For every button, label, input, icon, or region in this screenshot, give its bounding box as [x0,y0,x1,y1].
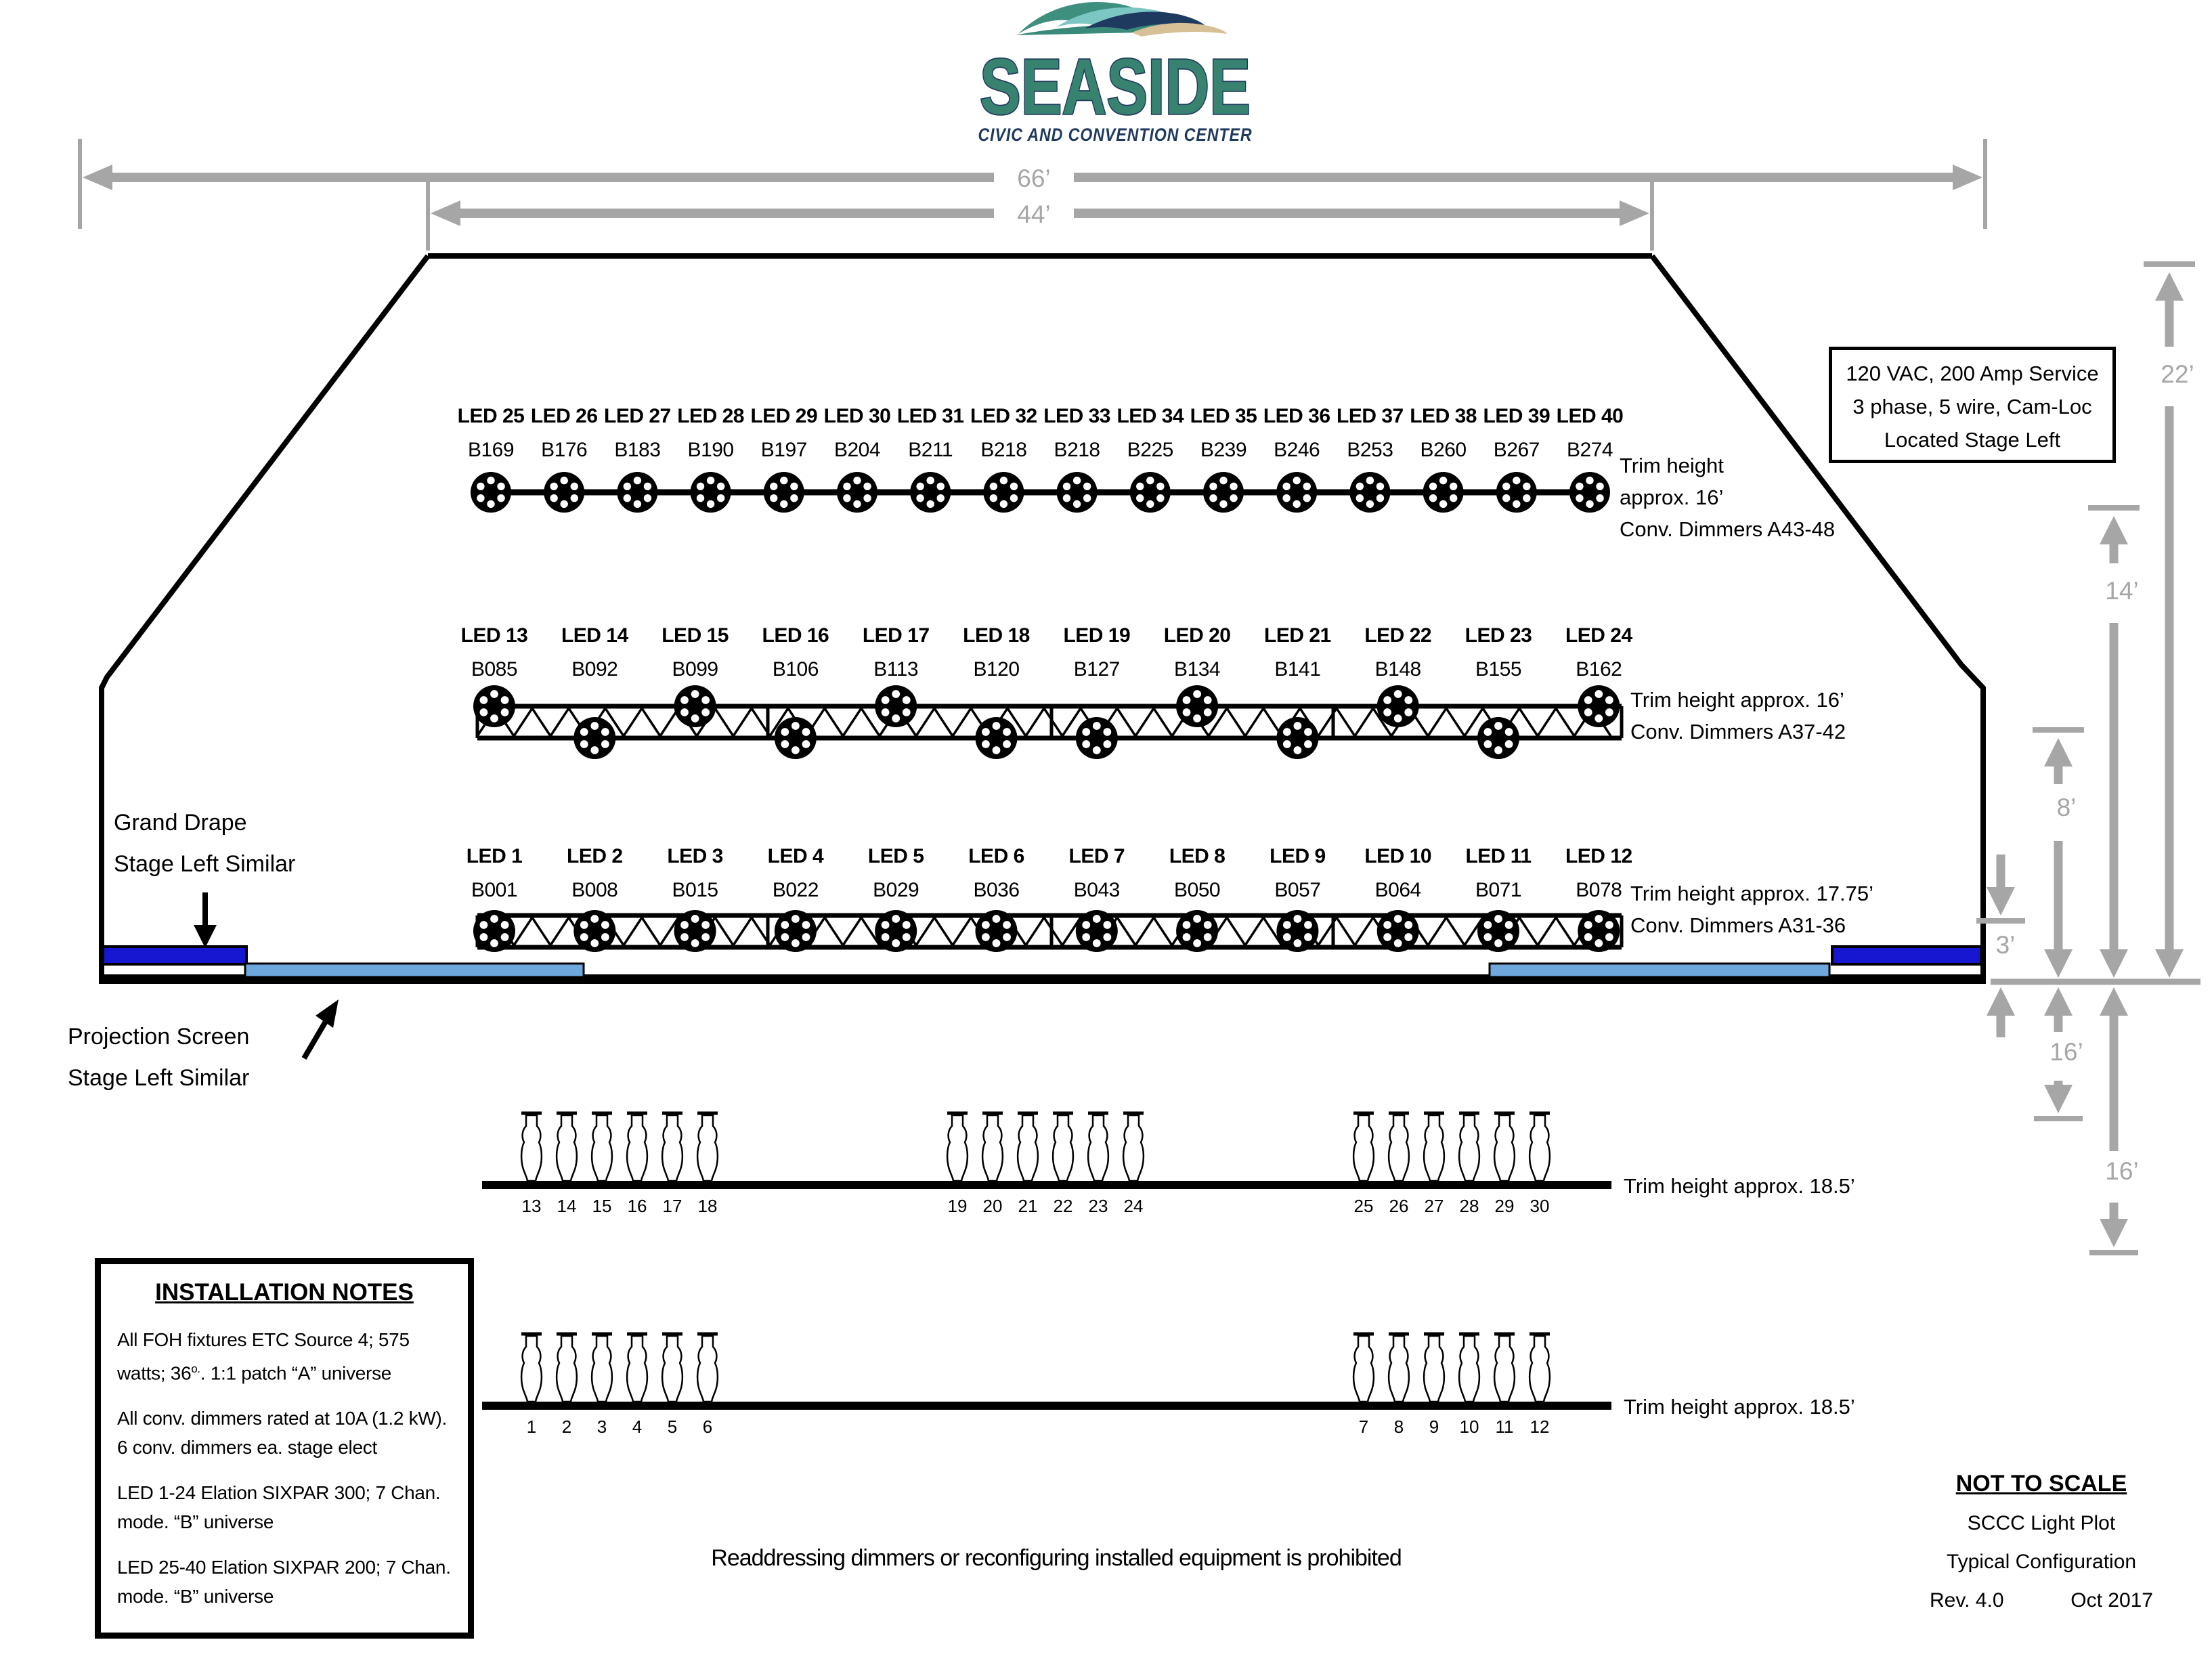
led-channel-label: LED 40 [1556,405,1624,427]
foh-unit-number: 24 [1123,1196,1144,1216]
led-fixture-led-29 [764,472,804,513]
led-address-label: B071 [1475,879,1522,901]
led-channel-label: LED 8 [1169,845,1226,867]
foh-unit-number: 23 [1088,1196,1108,1216]
led-address-label: B246 [1274,439,1320,461]
grand-drape-label-2: Stage Left Similar [114,851,296,877]
trim-note-foh1: Trim height approx. 18.5’ [1624,1174,1855,1198]
foh-fixture-27 [1424,1113,1444,1181]
led-fixture-led-6 [976,910,1018,952]
foh-fixture-15 [592,1113,612,1181]
led-address-label: B029 [873,879,919,901]
led-fixture-led-11 [1477,910,1519,952]
foh-fixture-22 [1053,1113,1073,1181]
foh-unit-number: 14 [557,1196,577,1216]
service-line-2: 3 phase, 5 wire, Cam-Loc [1852,395,2092,418]
foh-fixture-29 [1494,1113,1515,1181]
note-1-sup: o. [191,1362,200,1375]
foh-fixture-11 [1494,1334,1515,1402]
foh-fixture-4 [627,1334,647,1402]
electrics-graphics [471,472,1622,952]
dim-14ft: 14’ [2105,577,2139,605]
led-channel-label: LED 21 [1264,624,1331,647]
led-channel-label: LED 11 [1465,845,1532,867]
led-address-label: B057 [1274,879,1321,901]
led-address-label: B225 [1127,439,1173,461]
foh-fixture-13 [521,1113,542,1181]
led-fixture-led-38 [1423,472,1464,513]
led-address-label: B099 [672,658,718,681]
foh-unit-number: 19 [947,1196,968,1216]
grand-drape-arrow [194,892,217,948]
foh-unit-number: 29 [1494,1196,1515,1216]
led-fixture-led-33 [1057,472,1098,513]
foh-fixture-24 [1123,1113,1144,1181]
led-channel-label: LED 39 [1483,405,1550,427]
foh-unit-number: 25 [1353,1196,1374,1216]
led-address-label: B197 [760,439,807,461]
led-address-label: B085 [471,658,518,681]
led-channel-label: LED 31 [896,405,964,427]
trim-note-upstage [1620,450,1835,545]
foh-fixture-14 [557,1113,577,1181]
led-fixture-led-28 [691,472,731,513]
foh-fixture-23 [1088,1113,1108,1181]
led-address-label: B218 [980,439,1027,461]
foh-unit-number: 6 [702,1417,713,1437]
led-address-label: B134 [1174,658,1221,681]
trim-note-mid [1630,684,1846,748]
led-channel-label: LED 37 [1337,405,1404,427]
foh-unit-number: 1 [526,1417,537,1437]
led-channel-label: LED 10 [1364,845,1432,867]
foh-fixture-2 [557,1334,577,1402]
led-channel-label: LED 23 [1465,624,1532,647]
led-address-label: B204 [833,439,881,461]
led-fixture-led-30 [837,472,877,513]
led-channel-label: LED 17 [862,624,930,647]
foh-unit-number: 26 [1389,1196,1409,1216]
led-fixture-led-8 [1176,910,1218,952]
trim-note-line: approx. 16’ [1620,485,1724,509]
led-address-label: B253 [1347,439,1393,461]
led-address-label: B169 [467,439,515,461]
led-address-label: B092 [571,658,618,681]
trim-note-line: Trim height approx. 16’ [1630,688,1844,712]
installation-note-4: LED 25-40 Elation SIXPAR 200; 7 Chan. mode. “B” universe [117,1557,451,1607]
led-channel-label: LED 13 [460,624,528,647]
projection-screen-bar-left [245,964,584,977]
led-fixture-led-32 [983,472,1024,513]
logo-wave-icon [1016,2,1227,37]
trim-note-line: Trim height [1620,454,1724,477]
led-channel-label: LED 29 [750,405,818,427]
led-fixture-led-18 [976,717,1018,759]
trim-note-line: Conv. Dimmers A37-42 [1630,720,1846,743]
led-fixture-led-36 [1276,472,1317,513]
foh-unit-number: 7 [1358,1417,1369,1437]
foh-fixture-30 [1530,1113,1550,1181]
led-channel-label: LED 20 [1163,624,1231,647]
led-fixture-led-1 [473,910,515,952]
led-fixture-led-20 [1176,685,1218,727]
foh-fixture-1 [521,1334,542,1402]
foh-unit-number: 10 [1459,1417,1479,1437]
led-fixture-led-27 [617,472,657,513]
led-channel-label: LED 6 [968,845,1024,867]
led-address-label: B120 [973,658,1020,681]
led-channel-label: LED 7 [1068,845,1125,867]
installation-notes-title: INSTALLATION NOTES [155,1279,414,1305]
led-channel-label: LED 32 [970,405,1037,427]
led-channel-label: LED 27 [604,405,671,427]
led-channel-label: LED 9 [1270,845,1326,867]
led-channel-label: LED 5 [867,845,924,867]
led-channel-label: LED 19 [1063,624,1131,647]
dimension-graphics [80,139,2200,1253]
stage-outline [99,256,1986,979]
foh-unit-number: 30 [1530,1196,1550,1216]
foh-unit-number: 28 [1459,1196,1479,1216]
dim-22ft: 22’ [2161,360,2194,388]
led-fixture-led-22 [1377,685,1419,727]
trim-note-line: Trim height approx. 17.75’ [1630,882,1873,905]
led-address-label: B064 [1374,879,1421,901]
foh-unit-number: 21 [1018,1196,1038,1216]
led-channel-label: LED 25 [457,405,525,427]
led-address-label: B050 [1174,879,1221,901]
led-fixture-led-9 [1276,910,1318,952]
led-channel-label: LED 36 [1263,405,1330,427]
led-channel-label: LED 24 [1565,624,1632,647]
led-fixture-led-13 [473,685,515,727]
led-fixture-led-15 [674,685,716,727]
led-address-label: B260 [1420,439,1467,461]
led-fixture-led-34 [1130,472,1171,513]
trim-note-line: Conv. Dimmers A31-36 [1630,913,1846,937]
led-channel-label: LED 22 [1364,624,1432,647]
led-fixture-led-24 [1578,685,1620,727]
led-address-label: B106 [772,658,819,681]
foh-unit-number: 18 [697,1196,718,1216]
led-channel-label: LED 3 [667,845,723,867]
led-fixture-led-14 [573,717,615,759]
led-fixture-led-37 [1349,472,1390,513]
configuration-label: Typical Configuration [1946,1551,2137,1573]
projection-screen-bar-right [1490,964,1829,977]
foh-unit-number: 5 [667,1417,678,1437]
foh-unit-number: 2 [561,1417,572,1437]
led-channel-label: LED 15 [662,624,729,647]
led-address-label: B218 [1054,439,1100,461]
foh-unit-number: 16 [627,1196,647,1216]
logo-title: SEASIDE [980,43,1251,131]
led-address-label: B015 [672,879,718,901]
led-address-label: B183 [614,439,661,461]
led-channel-label: LED 12 [1565,845,1632,867]
led-channel-label: LED 16 [762,624,829,647]
power-service-box [1829,347,2116,463]
led-fixture-led-19 [1076,717,1118,759]
led-channel-label: LED 26 [530,405,598,427]
led-fixture-led-2 [573,910,615,952]
led-address-label: B022 [772,879,819,901]
revision-date: Oct 2017 [2070,1589,2153,1612]
led-fixture-led-16 [775,717,817,759]
dim-66ft: 66’ [1017,165,1051,192]
foh-unit-number: 12 [1530,1417,1550,1437]
foh-fixture-12 [1530,1334,1550,1402]
foh-fixture-18 [697,1113,718,1181]
grand-drape-label-1: Grand Drape [114,810,247,836]
dim-16ft-foh2: 16’ [2105,1157,2139,1185]
led-fixture-led-25 [471,472,511,513]
led-address-label: B078 [1576,879,1622,901]
led-address-label: B211 [908,439,953,461]
led-fixture-led-21 [1276,717,1318,759]
foh-unit-number: 4 [632,1417,643,1437]
installation-note-3: LED 1-24 Elation SIXPAR 300; 7 Chan. mode. “B” universe [117,1482,441,1533]
foh-fixture-19 [947,1113,968,1181]
led-channel-label: LED 28 [677,405,744,427]
truss-mid-electric [477,706,1622,738]
led-address-label: B113 [873,658,919,681]
dim-8ft: 8’ [2056,794,2077,821]
revision-row [1930,1589,2153,1612]
foh-fixture-26 [1389,1113,1409,1181]
dim-16ft-foh1: 16’ [2050,1038,2083,1066]
trim-note-downstage [1630,878,1873,941]
foh-unit-number: 13 [521,1196,542,1216]
led-address-label: B176 [541,439,588,461]
installation-note-2: All conv. dimmers rated at 10A (1.2 kW). 6 conv. dimmers ea. stage elect [117,1408,447,1459]
led-address-label: B239 [1200,439,1247,461]
led-channel-label: LED 4 [767,845,824,867]
grand-drape-bar-left [103,947,246,964]
foh-unit-number: 15 [592,1196,612,1216]
service-line-1: 120 VAC, 200 Amp Service [1846,362,2099,385]
trim-note-line: Conv. Dimmers A43-48 [1620,517,1836,541]
led-fixture-led-12 [1578,910,1620,952]
foh-graphics [482,1113,1611,1406]
revision-number: Rev. 4.0 [1930,1589,2004,1612]
led-address-label: B008 [571,879,618,901]
foh-fixture-16 [627,1113,647,1181]
foh-unit-number: 3 [597,1417,607,1437]
foh-fixture-8 [1389,1334,1409,1402]
led-fixture-led-10 [1377,910,1419,952]
foh-fixture-20 [982,1113,1003,1181]
led-address-label: B155 [1475,658,1522,681]
led-fixture-led-17 [875,685,917,727]
led-channel-label: LED 2 [567,845,623,867]
foh-unit-number: 20 [982,1196,1003,1216]
title-block [1896,1471,2187,1612]
led-address-label: B162 [1576,658,1622,681]
foh-fixture-7 [1353,1334,1374,1402]
dim-3ft: 3’ [1995,931,2016,959]
foh-fixture-28 [1459,1113,1479,1181]
foh-unit-number: 8 [1393,1417,1404,1437]
led-channel-label: LED 30 [823,405,891,427]
led-address-label: B148 [1374,658,1421,681]
led-address-label: B043 [1073,879,1120,901]
grand-drape-bar-right [1832,947,1981,964]
truss-downstage-electric [477,915,1622,947]
foh-fixture-21 [1018,1113,1038,1181]
led-fixture-led-26 [544,472,584,513]
foh-fixture-25 [1353,1113,1374,1181]
foh-unit-number: 11 [1495,1417,1514,1437]
foh-unit-number: 22 [1053,1196,1073,1216]
logo-subtitle: CIVIC AND CONVENTION CENTER [978,125,1253,145]
note-1-text-end: . 1:1 patch “A” universe [200,1362,392,1384]
foh-unit-number: 9 [1429,1417,1439,1437]
foh-unit-number: 27 [1424,1196,1444,1216]
foh-fixture-10 [1459,1334,1479,1402]
led-address-label: B190 [687,439,734,461]
led-channel-label: LED 35 [1190,405,1257,427]
led-channel-label: LED 34 [1116,405,1184,427]
foh-fixture-6 [697,1334,718,1402]
installation-note-1 [117,1325,452,1387]
led-address-label: B267 [1493,439,1540,461]
dim-44ft: 44’ [1017,200,1051,228]
led-fixture-led-3 [674,910,716,952]
led-fixture-led-5 [875,910,917,952]
warning-text: Readdressing dimmers or reconfiguring installed equipment is prohibited [711,1545,1402,1571]
plot-name: SCCC Light Plot [1967,1512,2116,1534]
not-to-scale-label: NOT TO SCALE [1955,1471,2127,1496]
led-channel-label: LED 33 [1043,405,1110,427]
note-1-text: All FOH fixtures ETC Source 4; 575 watts; 36 [117,1329,410,1384]
foh-unit-number: 17 [662,1196,682,1216]
led-address-label: B274 [1566,439,1613,461]
led-channel-label: LED 18 [963,624,1030,647]
installation-notes-box [95,1258,474,1639]
led-fixture-led-31 [910,472,951,513]
projection-screen-label-1: Projection Screen [68,1024,250,1050]
led-fixture-led-35 [1203,472,1244,513]
led-fixture-led-7 [1076,910,1118,952]
foh-fixture-17 [662,1113,682,1181]
led-channel-label: LED 38 [1410,405,1477,427]
led-address-label: B036 [973,879,1020,901]
led-channel-label: LED 1 [466,845,523,867]
led-fixture-led-39 [1496,472,1537,513]
service-line-3: Located Stage Left [1884,428,2061,452]
trim-note-foh2: Trim height approx. 18.5’ [1624,1395,1855,1419]
led-address-label: B127 [1073,658,1120,681]
led-channel-label: LED 14 [561,624,628,647]
foh-fixture-3 [592,1334,612,1402]
led-fixture-led-40 [1569,472,1610,513]
projection-screen-label-2: Stage Left Similar [68,1065,250,1091]
led-address-label: B141 [1274,658,1321,681]
projection-screen-arrow [304,999,339,1058]
led-address-label: B001 [471,879,518,901]
foh-fixture-5 [662,1334,682,1402]
foh-fixture-9 [1424,1334,1444,1402]
led-fixture-led-4 [775,910,817,952]
led-fixture-led-23 [1477,717,1519,759]
